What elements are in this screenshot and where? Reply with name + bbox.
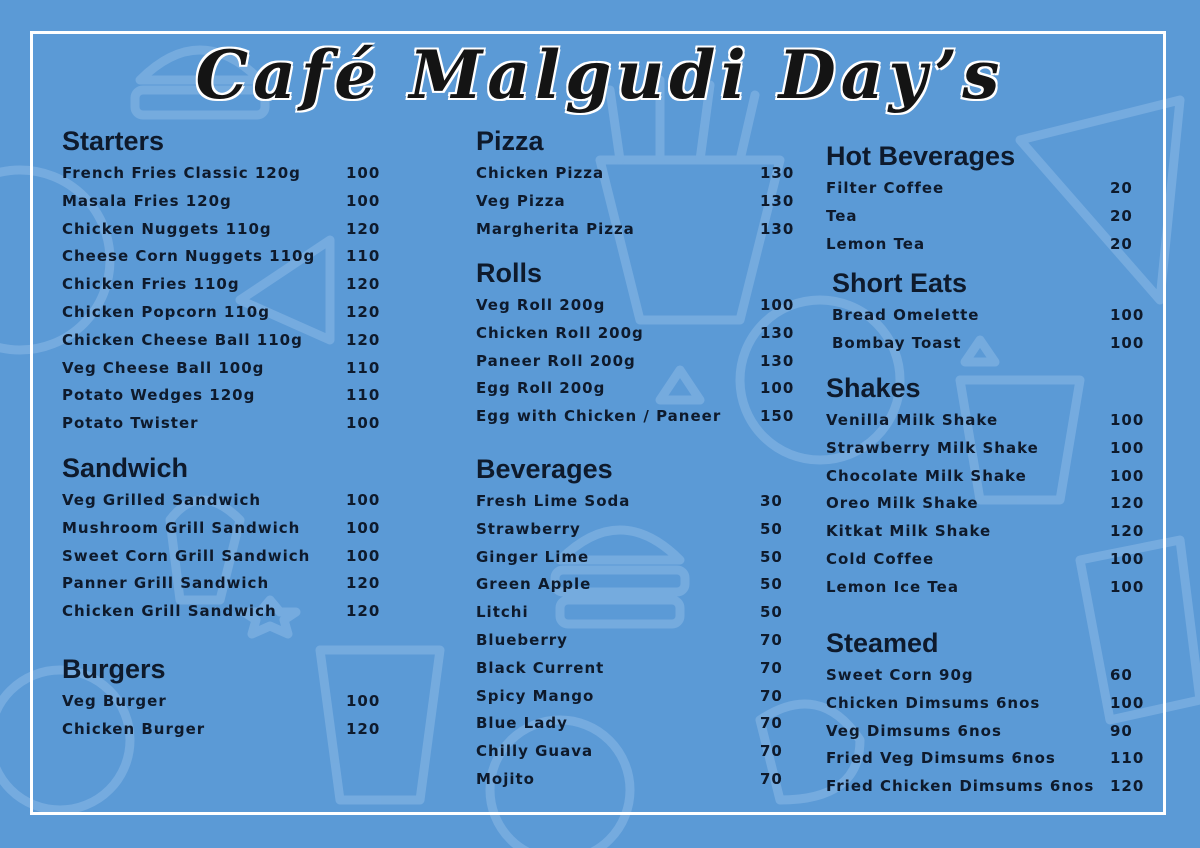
- menu-item-price: 110: [346, 386, 381, 405]
- menu-item-name: Chicken Grill Sandwich: [62, 602, 277, 621]
- menu-item: [476, 403, 806, 431]
- menu-item: [62, 543, 392, 571]
- menu-item: [826, 718, 1156, 746]
- menu-item: [826, 435, 1156, 463]
- menu-item-name: Panner Grill Sandwich: [62, 574, 270, 593]
- menu-item: [476, 216, 806, 244]
- menu-item: [476, 627, 806, 655]
- section-sandwich: [62, 451, 392, 626]
- menu-item-price: 120: [346, 302, 381, 321]
- section-rolls: [476, 256, 806, 431]
- menu-item: [476, 488, 806, 516]
- menu-item-price: 20: [1110, 179, 1133, 197]
- menu-item-name: Chicken Cheese Ball 110g: [62, 330, 303, 349]
- menu-item-name: Veg Cheese Ball 100g: [62, 358, 265, 377]
- menu-item-name: Veg Dimsums 6nos: [826, 721, 1002, 740]
- menu-item: [826, 463, 1156, 491]
- menu-item-name: Fresh Lime Soda: [476, 492, 631, 510]
- menu-item-name: Chicken Fries 110g: [62, 275, 240, 294]
- menu-item-price: 100: [760, 379, 795, 398]
- section-heading-beverages: Beverages: [476, 454, 613, 484]
- menu-item-name: Tea: [826, 206, 858, 225]
- menu-item-price: 50: [760, 519, 783, 538]
- menu-item-name: Green Apple: [476, 575, 592, 594]
- menu-item-name: French Fries Classic 120g: [62, 164, 301, 182]
- menu-item-price: 100: [1110, 438, 1145, 457]
- section-heading-shakes: Shakes: [826, 373, 921, 403]
- menu-item-name: Masala Fries 120g: [62, 191, 232, 210]
- menu-item-price: 100: [346, 491, 381, 509]
- section-heading-hot-beverages: Hot Beverages: [826, 141, 1016, 171]
- menu-item-name: Chicken Burger: [62, 719, 206, 738]
- section-pizza: [476, 124, 806, 243]
- menu-item-price: 70: [760, 686, 783, 705]
- menu-item-name: Veg Burger: [62, 692, 167, 710]
- section-beverages: [476, 452, 806, 794]
- menu-item-name: Chocolate Milk Shake: [826, 466, 1027, 485]
- menu-item: [476, 348, 806, 376]
- menu-item-price: 70: [760, 714, 783, 733]
- menu-item-name: Veg Roll 200g: [476, 296, 606, 314]
- menu-item-price: 100: [346, 414, 381, 433]
- menu-item: [826, 490, 1156, 518]
- menu-item: [826, 662, 1156, 690]
- menu-item-name: Cold Coffee: [826, 549, 935, 568]
- menu-item-name: Strawberry: [476, 519, 581, 538]
- menu-item: [476, 683, 806, 711]
- menu-item: [62, 355, 392, 383]
- menu-item-price: 110: [346, 247, 381, 266]
- menu-item-price: 100: [1110, 549, 1145, 568]
- menu-item: [826, 175, 1156, 203]
- menu-item-name: Blue Lady: [476, 714, 568, 733]
- menu-item-name: Chicken Pizza: [476, 164, 605, 182]
- menu-item-name: Oreo Milk Shake: [826, 494, 979, 513]
- section-shakes: [826, 371, 1156, 602]
- menu-item-price: 20: [1110, 234, 1133, 253]
- menu-item-price: 120: [1110, 777, 1145, 796]
- section-burgers: [62, 652, 392, 744]
- menu-item-name: Paneer Roll 200g: [476, 351, 636, 370]
- menu-item: [62, 271, 392, 299]
- menu-item-price: 120: [346, 330, 381, 349]
- menu-item-price: 150: [760, 407, 795, 426]
- menu-item-price: 100: [1110, 693, 1145, 712]
- menu-item: [62, 688, 392, 716]
- menu-title: Café Malgudi Day’s: [195, 36, 1005, 114]
- menu-item-name: Mushroom Grill Sandwich: [62, 518, 301, 537]
- menu-item: [832, 330, 1152, 358]
- menu-item: [476, 571, 806, 599]
- menu-item-name: Sweet Corn Grill Sandwich: [62, 546, 311, 565]
- menu-item-price: 70: [760, 742, 783, 761]
- menu-item-price: 20: [1110, 206, 1133, 225]
- menu-item: [832, 302, 1152, 330]
- menu-item-name: Fried Veg Dimsums 6nos: [826, 749, 1056, 768]
- menu-item-name: Veg Grilled Sandwich: [62, 491, 262, 509]
- menu-item: [476, 710, 806, 738]
- menu-item-name: Spicy Mango: [476, 686, 595, 705]
- menu-item-name: Chicken Roll 200g: [476, 323, 644, 342]
- menu-item-name: Veg Pizza: [476, 191, 566, 210]
- menu-item-price: 100: [346, 518, 381, 537]
- menu-item-name: Litchi: [476, 603, 529, 622]
- menu-item: [826, 546, 1156, 574]
- menu-item-name: Mojito: [476, 769, 535, 788]
- menu-item-name: Kitkat Milk Shake: [826, 522, 992, 541]
- menu-item-name: Bread Omelette: [832, 306, 980, 324]
- menu-item-name: Chilly Guava: [476, 742, 594, 761]
- menu-item-price: 100: [760, 296, 795, 314]
- menu-item-price: 120: [346, 602, 381, 621]
- menu-item: [826, 690, 1156, 718]
- menu-item: [476, 655, 806, 683]
- menu-item: [826, 203, 1156, 231]
- menu-item-price: 70: [760, 658, 783, 677]
- menu-item-price: 120: [1110, 522, 1145, 541]
- menu-item: [476, 738, 806, 766]
- menu-item: [826, 574, 1156, 602]
- menu-item-name: Potato Wedges 120g: [62, 386, 256, 405]
- menu-item: [62, 716, 392, 744]
- menu-item-name: Potato Twister: [62, 414, 199, 433]
- menu-item-price: 100: [346, 692, 381, 710]
- menu-item: [826, 231, 1156, 259]
- menu-item-name: Filter Coffee: [826, 179, 945, 197]
- menu-item-name: Lemon Tea: [826, 234, 926, 253]
- menu-item-name: Strawberry Milk Shake: [826, 438, 1039, 457]
- menu-item-name: Fried Chicken Dimsums 6nos: [826, 777, 1095, 796]
- menu-item: [62, 327, 392, 355]
- menu-item: [62, 188, 392, 216]
- menu-item-name: Chicken Dimsums 6nos: [826, 693, 1041, 712]
- menu-item: [62, 570, 392, 598]
- menu-item-price: 100: [346, 191, 381, 210]
- menu-item: [62, 243, 392, 271]
- menu-item-price: 130: [760, 164, 795, 182]
- menu-item: [826, 773, 1156, 801]
- menu-item-name: Bombay Toast: [832, 333, 962, 352]
- menu-item: [62, 160, 392, 188]
- menu-item-name: Margherita Pizza: [476, 219, 635, 238]
- menu-item-price: 120: [346, 219, 381, 238]
- menu-item-price: 120: [346, 574, 381, 593]
- menu-item-price: 50: [760, 575, 783, 594]
- menu-item-price: 100: [346, 164, 381, 182]
- menu-item: [826, 518, 1156, 546]
- menu-item-price: 100: [1110, 333, 1145, 352]
- menu-item: [62, 382, 392, 410]
- menu-item: [476, 599, 806, 627]
- menu-item-price: 90: [1110, 721, 1133, 740]
- menu-item-price: 130: [760, 351, 795, 370]
- menu-item-name: Sweet Corn 90g: [826, 666, 974, 684]
- menu-item: [62, 410, 392, 438]
- section-short-eats: [832, 266, 1152, 358]
- menu-item: [476, 292, 806, 320]
- menu-item-price: 30: [760, 492, 783, 510]
- menu-item-price: 130: [760, 219, 795, 238]
- menu-item-name: Egg Roll 200g: [476, 379, 606, 398]
- menu-item: [826, 745, 1156, 773]
- menu-item-name: Blueberry: [476, 630, 568, 649]
- menu-item: [62, 515, 392, 543]
- section-heading-rolls: Rolls: [476, 258, 543, 288]
- menu-item-price: 60: [1110, 666, 1133, 684]
- menu-item-price: 100: [1110, 411, 1145, 429]
- menu-item-name: Cheese Corn Nuggets 110g: [62, 247, 316, 266]
- section-heading-short-eats: Short Eats: [832, 268, 968, 298]
- menu-item-price: 120: [346, 275, 381, 294]
- menu-item-name: Chicken Nuggets 110g: [62, 219, 272, 238]
- menu-item-price: 70: [760, 630, 783, 649]
- menu-item: [476, 320, 806, 348]
- menu-item: [476, 375, 806, 403]
- menu-item-price: 70: [760, 769, 783, 788]
- menu-item: [62, 487, 392, 515]
- menu-item-price: 130: [760, 191, 795, 210]
- menu-item: [826, 407, 1156, 435]
- menu-item-price: 110: [346, 358, 381, 377]
- menu-item-price: 110: [1110, 749, 1145, 768]
- menu-item-name: Black Current: [476, 658, 605, 677]
- menu-item: [476, 160, 806, 188]
- menu-item-price: 100: [1110, 577, 1145, 596]
- section-steamed: [826, 626, 1156, 801]
- menu-item-price: 100: [1110, 466, 1145, 485]
- menu-item-name: Egg with Chicken / Paneer: [476, 407, 722, 426]
- menu-item-name: Ginger Lime: [476, 547, 590, 566]
- section-heading-burgers: Burgers: [62, 654, 166, 684]
- menu-item-price: 120: [346, 719, 381, 738]
- section-heading-sandwich: Sandwich: [62, 453, 189, 483]
- menu-item-name: Venilla Milk Shake: [826, 411, 999, 429]
- menu-item: [62, 598, 392, 626]
- menu-item: [62, 299, 392, 327]
- menu-item: [62, 216, 392, 244]
- section-heading-starters: Starters: [62, 126, 165, 156]
- section-heading-pizza: Pizza: [476, 126, 544, 156]
- menu-item: [476, 516, 806, 544]
- menu-item: [476, 766, 806, 794]
- menu-item-price: 100: [1110, 306, 1145, 324]
- menu-item-price: 50: [760, 603, 783, 622]
- section-starters: [62, 124, 392, 438]
- menu-item-price: 100: [346, 546, 381, 565]
- section-hot-beverages: [826, 139, 1156, 258]
- menu-item: [476, 544, 806, 572]
- menu-item-name: Chicken Popcorn 110g: [62, 302, 270, 321]
- menu-item-price: 120: [1110, 494, 1145, 513]
- menu-item: [476, 188, 806, 216]
- menu-item-price: 50: [760, 547, 783, 566]
- menu-item-name: Lemon Ice Tea: [826, 577, 959, 596]
- section-heading-steamed: Steamed: [826, 628, 939, 658]
- menu-item-price: 130: [760, 323, 795, 342]
